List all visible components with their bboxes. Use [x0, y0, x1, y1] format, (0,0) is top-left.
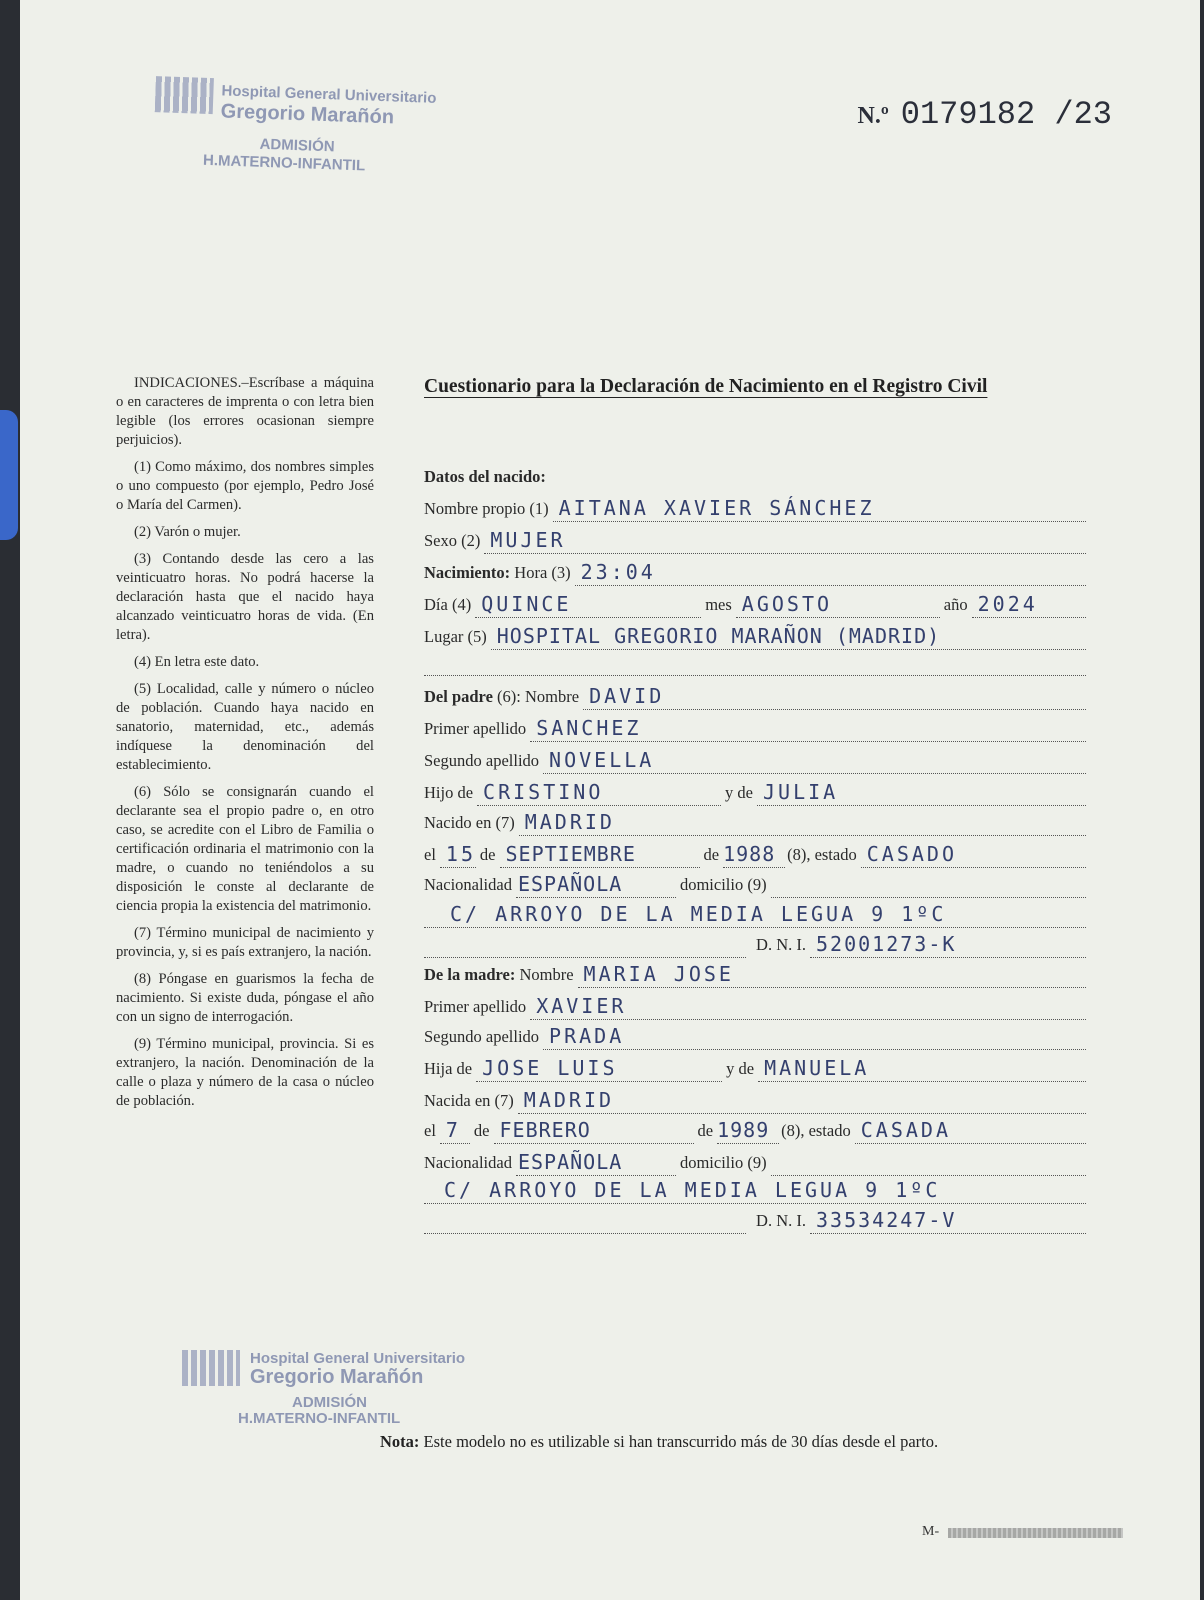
label-madre-de-1: de [473, 1121, 490, 1140]
value-nacido-nombre: AITANA XAVIER SÁNCHEZ [558, 496, 875, 520]
row-padre-nacido-en [424, 808, 1090, 836]
value-madre-dia: 7 [445, 1118, 461, 1142]
value-padre-nacido-en: MADRID [524, 810, 615, 834]
value-padre-dia: 15 [445, 842, 477, 866]
row-madre-nacida-en [424, 1086, 1090, 1114]
value-madre-apellido1: XAVIER [536, 994, 627, 1018]
value-nacido-mes: AGOSTO [741, 592, 833, 616]
label-padre-domicilio: domicilio (9) [679, 875, 767, 894]
footer-barcode-strip [948, 1528, 1123, 1538]
row-madre-hija-de [424, 1054, 1090, 1082]
row-fecha-nacido [424, 590, 1090, 618]
instructions-column [116, 374, 374, 1119]
row-padre-fecha [424, 840, 1090, 868]
label-padre-y-de: y de [725, 783, 753, 802]
field-madre-domicilio-2[interactable] [424, 1179, 1086, 1204]
label-hija-de: Hija de [424, 1059, 473, 1078]
value-madre-anio: 1989 [717, 1118, 770, 1142]
instruction-5: (5) Localidad, calle y número o núcleo de población. Cuando haya nacido en sanatorio, maternidad, etc., además indíquese la denominación del establecimiento. [116, 681, 374, 773]
value-padre-nombre: DAVID [589, 684, 665, 708]
label-madre-nombre: Nombre [519, 965, 574, 984]
label-padre-apellido2: Segundo apellido [424, 751, 540, 770]
label-madre-estado: (8), estado [781, 1121, 851, 1140]
row-lugar-extra [424, 648, 1090, 676]
label-madre-apellido2: Segundo apellido [424, 1027, 540, 1046]
label-madre-de-2: de [697, 1121, 714, 1140]
field-madre-nombre[interactable] [578, 963, 1086, 988]
value-padre-y-de: JULIA [763, 780, 839, 804]
field-padre-dni-blank [424, 933, 746, 958]
birth-declaration-form [20, 0, 1200, 1600]
row-sexo [424, 526, 1090, 554]
field-madre-y-de[interactable] [758, 1057, 1086, 1082]
label-dia: Día (4) [424, 595, 472, 614]
row-madre-fecha [424, 1116, 1090, 1144]
value-padre-apellido2: NOVELLA [549, 748, 655, 772]
field-nacido-lugar[interactable] [491, 625, 1086, 650]
section-padre-label: Del padre [424, 687, 493, 706]
row-padre-hijo-de [424, 778, 1090, 806]
row-padre-apellido2 [424, 746, 1090, 774]
value-madre-nacida-en: MADRID [523, 1088, 615, 1112]
instruction-intro: INDICACIONES.–Escríbase a máquina o en caracteres de imprenta o con letra bien legible (los errores ocasionan siempre perjuicios). [116, 375, 374, 448]
row-madre-apellido1 [424, 992, 1090, 1020]
instruction-6: (6) Sólo se consignarán cuando el declarante sea el propio padre o, en otro caso, se acredite con el Libro de Familia o certificación ordinaria el matrimonio con la madre, o cuando no teniéndolos a su disposición le conste al declarante de ciencia propia la existencia del matrimonio. [116, 784, 374, 914]
stamp-line-2: Gregorio Marañón [220, 100, 395, 129]
value-padre-anio: 1988 [723, 842, 776, 866]
section-madre-label: De la madre: [424, 965, 516, 984]
row-padre-domicilio [424, 900, 1090, 928]
label-madre-y-de: y de [726, 1059, 755, 1078]
label-nacida-en: Nacida en (7) [424, 1091, 514, 1110]
field-madre-hija-de[interactable] [476, 1057, 722, 1082]
value-padre-nacionalidad: ESPAÑOLA [517, 872, 623, 896]
instruction-9: (9) Término municipal, provincia. Si es extranjero, la nación. Denominación de la calle o plaza y número de la casa o núcleo de población. [116, 1036, 374, 1109]
field-madre-domicilio-1[interactable] [771, 1151, 1086, 1176]
label-madre-el: el [424, 1121, 436, 1140]
value-madre-nombre: MARIA JOSE [583, 962, 734, 986]
value-nacido-anio: 2024 [977, 592, 1038, 616]
stamp-line-1: Hospital General Universitario [250, 1350, 466, 1367]
field-padre-domicilio-2[interactable] [424, 903, 1086, 928]
field-nacido-mes[interactable] [736, 593, 940, 618]
field-padre-apellido2[interactable] [543, 749, 1086, 774]
instruction-7: (7) Término municipal de nacimiento y provincia, y, si es país extranjero, la nación. [116, 925, 374, 960]
field-nacido-sexo[interactable] [484, 529, 1086, 554]
label-padre-nombre: (6): Nombre [497, 687, 580, 706]
row-padre-apellido1 [424, 714, 1090, 742]
value-padre-estado: CASADO [866, 842, 957, 866]
field-padre-anio[interactable] [723, 843, 785, 868]
hospital-stamp-bottom [182, 1346, 522, 1436]
stamp-line-3: ADMISIÓN [259, 135, 335, 156]
value-nacido-dia: QUINCE [481, 592, 572, 616]
field-nacido-nombre[interactable] [553, 497, 1086, 522]
row-madre-domicilio [424, 1176, 1090, 1204]
footer-note [380, 1432, 938, 1452]
label-hora: Hora (3) [514, 563, 571, 582]
label-anio: año [943, 595, 968, 614]
value-padre-dni: 52001273-K [816, 932, 957, 956]
row-madre-apellido2 [424, 1022, 1090, 1050]
field-lugar-extra[interactable] [424, 651, 1086, 676]
label-madre-nacionalidad: Nacionalidad [424, 1153, 512, 1172]
value-nacido-sexo: MUJER [490, 528, 566, 552]
row-madre-nacionalidad [424, 1148, 1090, 1176]
row-nombre-propio [424, 494, 1090, 522]
label-madre-dni: D. N. I. [756, 1211, 806, 1230]
field-madre-nacionalidad[interactable] [516, 1151, 676, 1176]
row-lugar [424, 622, 1090, 650]
value-madre-apellido2: PRADA [549, 1024, 625, 1048]
row-madre-nombre [424, 960, 1090, 988]
instruction-2: (2) Varón o mujer. [134, 524, 241, 540]
note-label: Nota: [380, 1432, 420, 1451]
instruction-4: (4) En letra este dato. [134, 654, 260, 670]
label-lugar: Lugar (5) [424, 627, 487, 646]
stamp-line-1: Hospital General Universitario [221, 82, 437, 107]
field-nacido-hora[interactable] [575, 561, 1086, 586]
label-madre-domicilio: domicilio (9) [679, 1153, 767, 1172]
form-title: Cuestionario para la Declaración de Nacimiento en el Registro Civil [424, 376, 988, 397]
stamp-line-4: H.MATERNO-INFANTIL [238, 1410, 401, 1427]
footer-code-text: M- [922, 1524, 940, 1539]
value-padre-hijo-de: CRISTINO [483, 780, 604, 804]
field-padre-estado[interactable] [861, 843, 1086, 868]
row-nacimiento-hora [424, 558, 1090, 586]
label-mes: mes [705, 595, 732, 614]
instruction-3: (3) Contando desde las cero a las veinticuatro horas. No podrá hacerse la declaración hasta que el nacido haya alcanzado veinticuatro horas de vida. (En letra). [116, 551, 374, 643]
document-number [858, 96, 1113, 133]
field-madre-dni-blank [424, 1209, 746, 1234]
field-padre-dni[interactable] [810, 933, 1086, 958]
value-madre-mes: FEBRERO [499, 1118, 591, 1142]
value-madre-dni: 33534247-V [816, 1208, 957, 1232]
value-padre-domicilio: C/ ARROYO DE LA MEDIA LEGUA 9 1ºC [450, 902, 947, 926]
field-padre-dia[interactable] [440, 843, 476, 868]
field-padre-domicilio-1[interactable] [771, 873, 1086, 898]
field-padre-nombre[interactable] [583, 685, 1086, 710]
stamp-line-2: Gregorio Marañón [250, 1366, 424, 1388]
field-madre-apellido1[interactable] [530, 995, 1086, 1020]
value-padre-mes: SEPTIEMBRE [505, 842, 636, 866]
label-nacido-en: Nacido en (7) [424, 813, 515, 832]
value-madre-hija-de: JOSE LUIS [482, 1056, 618, 1080]
field-padre-nacionalidad[interactable] [516, 873, 676, 898]
note-text: Este modelo no es utilizable si han transcurrido más de 30 días desde el parto. [423, 1432, 939, 1451]
number-value: 0179182 /23 [900, 96, 1112, 133]
section-nacido-heading [424, 462, 1090, 490]
field-madre-apellido2[interactable] [543, 1025, 1086, 1050]
instruction-8: (8) Póngase en guarismos la fecha de nacimiento. Si existe duda, póngase el año con un signo de interrogación. [116, 971, 374, 1025]
footer-code [922, 1524, 1122, 1539]
row-madre-dni [424, 1206, 1090, 1234]
field-madre-mes[interactable] [494, 1119, 694, 1144]
field-nacido-anio[interactable] [972, 593, 1086, 618]
stamp-line-4: H.MATERNO-INFANTIL [202, 151, 366, 175]
value-madre-estado: CASADA [860, 1118, 951, 1142]
row-padre-dni [424, 930, 1090, 958]
label-padre-el: el [424, 845, 436, 864]
label-padre-estado: (8), estado [787, 845, 857, 864]
label-nombre-propio: Nombre propio (1) [424, 499, 549, 518]
field-padre-apellido1[interactable] [530, 717, 1086, 742]
hospital-logo-icon [155, 76, 214, 114]
number-prefix: N.º [857, 103, 889, 129]
hospital-logo-icon [182, 1350, 240, 1386]
value-padre-apellido1: SANCHEZ [536, 716, 642, 740]
label-madre-apellido1: Primer apellido [424, 997, 527, 1016]
field-madre-dni[interactable] [810, 1209, 1086, 1234]
value-nacido-hora: 23:04 [580, 560, 656, 584]
field-madre-nacida-en[interactable] [518, 1089, 1086, 1114]
label-padre-apellido1: Primer apellido [424, 719, 527, 738]
stamp-line-3: ADMISIÓN [292, 1394, 367, 1411]
label-padre-dni: D. N. I. [756, 935, 806, 954]
label-hijo-de: Hijo de [424, 783, 474, 802]
row-padre-nacionalidad [424, 870, 1090, 898]
field-padre-hijo-de[interactable] [477, 781, 721, 806]
field-padre-y-de[interactable] [757, 781, 1086, 806]
field-madre-dia[interactable] [440, 1119, 470, 1144]
instruction-1: (1) Como máximo, dos nombres simples o uno compuesto (por ejemplo, Pedro José o María del Carmen). [116, 459, 374, 513]
label-nacimiento: Nacimiento: [424, 563, 511, 582]
field-madre-estado[interactable] [855, 1119, 1086, 1144]
field-padre-nacido-en[interactable] [519, 811, 1086, 836]
field-padre-mes[interactable] [500, 843, 700, 868]
label-padre-de-2: de [703, 845, 720, 864]
field-madre-anio[interactable] [717, 1119, 779, 1144]
field-nacido-dia[interactable] [475, 593, 701, 618]
hospital-stamp-top [152, 74, 496, 196]
value-nacido-lugar: HOSPITAL GREGORIO MARAÑON (MADRID) [496, 624, 941, 648]
row-padre-nombre [424, 682, 1090, 710]
label-padre-de-1: de [479, 845, 496, 864]
value-madre-domicilio: C/ ARROYO DE LA MEDIA LEGUA 9 1ºC [444, 1178, 941, 1202]
label-sexo: Sexo (2) [424, 531, 481, 550]
section-nacido-label: Datos del nacido: [424, 467, 546, 486]
value-madre-nacionalidad: ESPAÑOLA [517, 1150, 623, 1174]
value-madre-y-de: MANUELA [764, 1056, 870, 1080]
binder-clip [0, 410, 18, 540]
label-padre-nacionalidad: Nacionalidad [424, 875, 512, 894]
